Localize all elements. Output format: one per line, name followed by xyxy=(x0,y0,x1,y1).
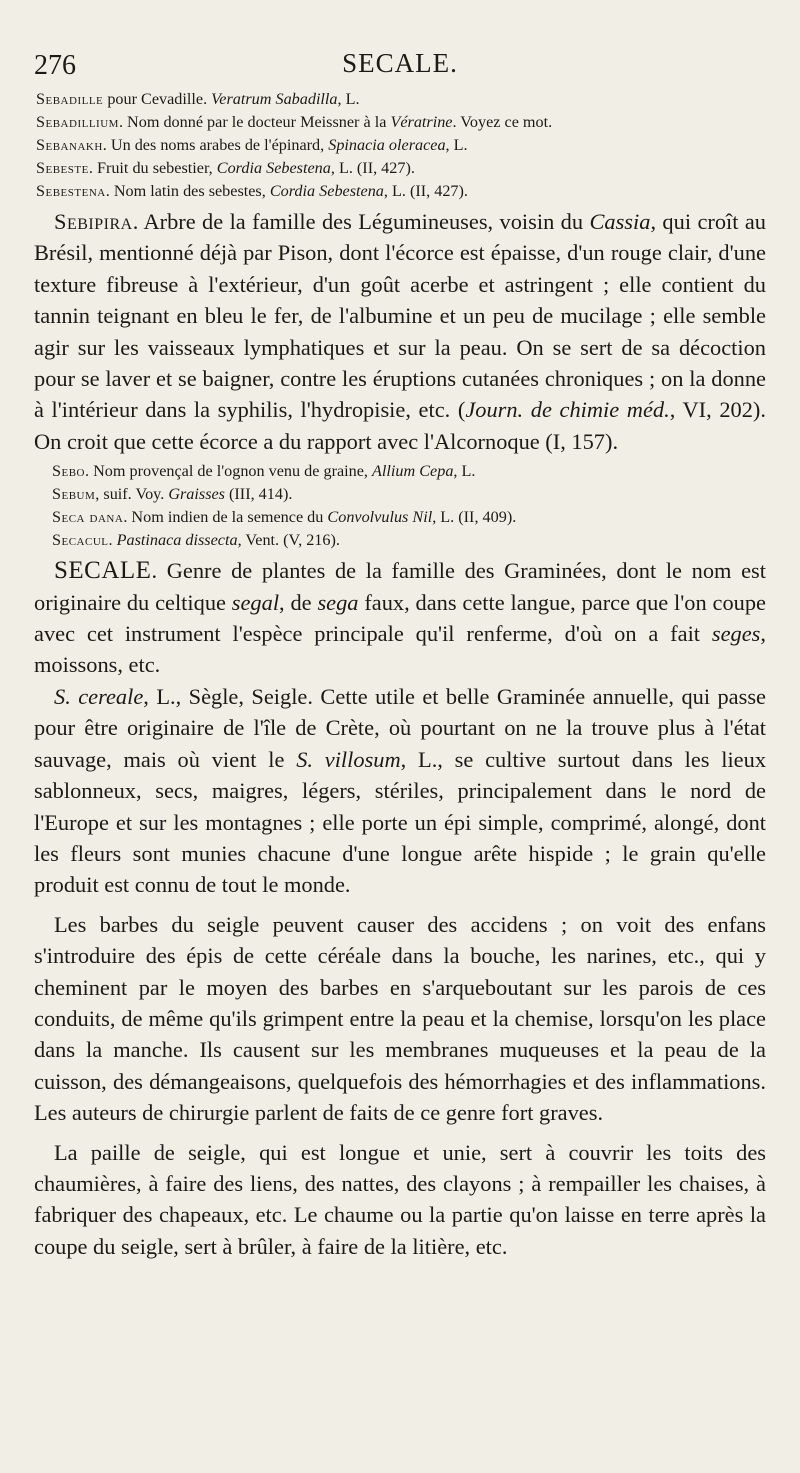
page-header xyxy=(34,44,766,88)
secale-definition: SECALE. Genre de plantes de la famille des Graminées, dont le nom est originaire du celtique segal, de sega faux, dans cette langue, parce que l'on coupe avec cet instrument l'espèce principale qu'il renferme, d'où on a fait seges, moissons, etc. xyxy=(34,557,766,678)
entry-secacul: Secacul. Pastinaca dissecta, Vent. (V, 216). xyxy=(52,531,340,550)
entry-sebipira: Sebipira. Arbre de la famille des Légumineuses, voisin du Cassia, qui croît au Brésil, mentionné déjà par Pison, dont l'écorce est épaisse, d'un rouge clair, d'une texture fibreuse à l'extérieur, d'un goût acerbe et astringent ; elle contient du tannin teignant en bleu le fer, de l'albumine et un peu de mucilage ; elle semble agir sur les vaisseaux lymphatiques et sur la peau. On se sert de sa décoction pour se laver et se baigner, contre les éruptions cutanées chroniques ; on la donne à l'intérieur dans la syphilis, l'hydropisie, etc. (Journ. de chimie méd., VI, 202). On croit que cette écorce a du rapport avec l'Alcornoque (I, 157). xyxy=(34,209,766,454)
entry-seca-dana: Seca dana. Nom indien de la semence du Convolvulus Nil, L. (II, 409). xyxy=(52,508,517,527)
entry-sebeste: Sebeste. Fruit du sebestier, Cordia Sebestena, L. (II, 427). xyxy=(36,159,415,177)
entry-sebum: Sebum, suif. Voy. Graisses (III, 414). xyxy=(52,485,293,504)
secale-cereale: S. cereale, L., Sègle, Seigle. Cette utile et belle Graminée annuelle, qui passe pour être originaire de l'île de Crète, où pourtant on ne la trouve plus à l'état sauvage, mais où vient le S. villosum, L., se cultive surtout dans les lieux sablonneux, secs, maigres, légers, stériles, principalement dans le nord de l'Europe et sur les montagnes ; elle porte un épi simple, comprimé, alongé, dont les fleurs sont munies chacune d'une longue arête hispide ; le grain qu'elle produit est connu de tout le monde. xyxy=(34,683,767,898)
entry-sebanakh: Sebanakh. Un des noms arabes de l'épinard, Spinacia oleracea, L. xyxy=(36,136,468,154)
running-head: SECALE. xyxy=(342,48,458,78)
entry-sebadille: Sebadille pour Cevadille. Veratrum Sabadilla, L. xyxy=(36,90,360,108)
entry-sebo: Sebo. Nom provençal de l'ognon venu de graine, Allium Cepa, L. xyxy=(52,462,476,481)
secale-paille: La paille de seigle, qui est longue et unie, sert à couvrir les toits des chaumières, à faire des liens, des nattes, des clayons ; à rempailler les chaises, à fabriquer des chapeaux, etc. Le chaume ou la partie qu'on laisse en terre après la coupe du seigle, sert à brûler, à faire de la litière, etc. xyxy=(34,1139,766,1259)
secale-barbes: Les barbes du seigle peuvent causer des accidens ; on voit des enfans s'introduire des épis de cette céréale dans la bouche, les narines, etc., qui y cheminent par le moyen des barbes en s'arqueboutant sur les parois de ces conduits, de même qu'ils grimpent entre la peau et la chemise, lorsqu'on les place dans la manche. Ils causent sur les membranes muqueuses et la peau de la cuisson, des démangeaisons, quelquefois des hémorrhagies et des inflammations. Les auteurs de chirurgie parlent de faits de ce genre fort graves. xyxy=(34,911,766,1126)
entry-sebestena: Sebestena. Nom latin des sebestes, Cordia Sebestena, L. (II, 427). xyxy=(36,182,468,200)
page-number: 276 xyxy=(34,50,76,81)
entry-sebadillium: Sebadillium. Nom donné par le docteur Meissner à la Vératrine. Voyez ce mot. xyxy=(36,113,553,131)
